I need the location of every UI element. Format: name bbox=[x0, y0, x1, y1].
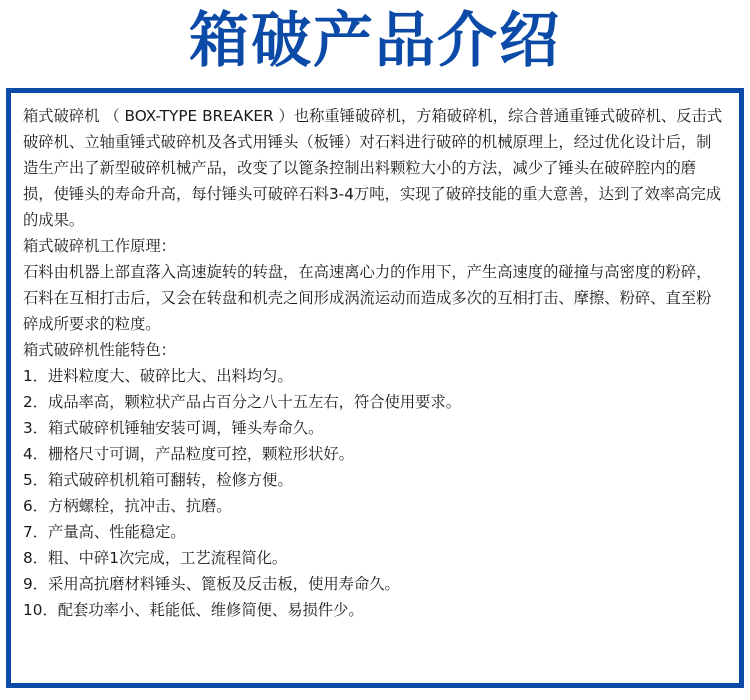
feature-item: 6．方柄螺栓，抗冲击、抗磨。 bbox=[23, 497, 232, 515]
features-heading: 箱式破碎机性能特色： bbox=[23, 341, 176, 359]
principle-paragraph: 石料由机器上部直落入高速旋转的转盘，在高速离心力的作用下，产生高速度的碰撞与高密度的粉碎，石料在互相打击后，又会在转盘和机壳之间形成涡流运动而造成多次的互相打击、摩擦、粉碎、直至粉碎成所要求的粒度。 bbox=[23, 263, 712, 333]
feature-item: 8．粗、中碎1次完成，工艺流程简化。 bbox=[23, 549, 288, 567]
principle-heading: 箱式破碎机工作原理： bbox=[23, 237, 176, 255]
feature-item: 3．箱式破碎机锤轴安装可调，锤头寿命久。 bbox=[23, 419, 324, 437]
feature-item: 2．成品率高，颗粒状产品占百分之八十五左右，符合使用要求。 bbox=[23, 393, 462, 411]
intro-paragraph: 箱式破碎机 （ BOX-TYPE BREAKER ）也称重锤破碎机，方箱破碎机，综合普通重锤式破碎机、反击式破碎机、立轴重锤式破碎机及各式用锤头（板锤）对石料进行破碎的机械原理上，经过优化设计后，制造生产出了新型破碎机械产品，改变了以篦条控制出料颗粒大小的方法，减少了锤头在破碎腔内的磨损，使锤头的寿命升高，每付锤头可破碎石料3-4万吨，实现了破碎技能的重大意善，达到了效率高完成的成果。 bbox=[23, 107, 723, 229]
feature-item: 9．采用高抗磨材料锤头、篦板及反击板，使用寿命久。 bbox=[23, 575, 400, 593]
page-title: 箱破产品介绍 bbox=[189, 6, 561, 76]
feature-item: 4．栅格尺寸可调，产品粒度可控，颗粒形状好。 bbox=[23, 445, 354, 463]
content-frame bbox=[6, 88, 744, 688]
feature-item: 7．产量高、性能稳定。 bbox=[23, 523, 186, 541]
features-list bbox=[23, 363, 723, 623]
feature-item: 5．箱式破碎机机箱可翻转，检修方便。 bbox=[23, 471, 293, 489]
feature-item: 10．配套功率小、耗能低、维修简便、易损件少。 bbox=[23, 601, 364, 619]
feature-item: 1．进料粒度大、破碎比大、出料均匀。 bbox=[23, 367, 293, 385]
content-body bbox=[23, 103, 723, 623]
